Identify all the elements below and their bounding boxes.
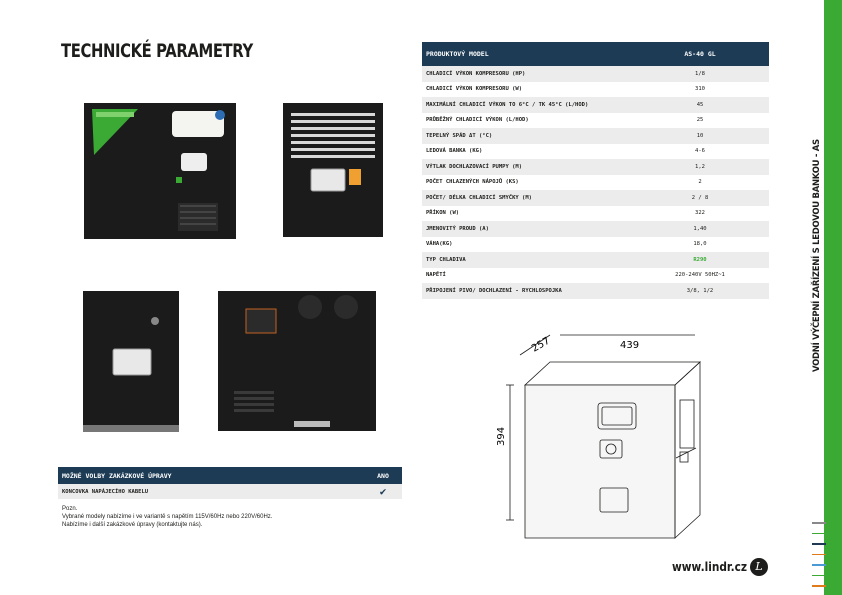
dimension-height: 394	[496, 426, 507, 446]
spec-value: 18,0	[693, 241, 707, 248]
spec-value: 220-240V 50HZ~1	[675, 272, 725, 279]
options-row-label: KONCOVKA NAPÁJECÍHO KABELU	[62, 488, 149, 495]
spec-label: VÝTLAK DOCHLAZOVACÍ PUMPY (M)	[426, 163, 523, 170]
custom-options-table	[58, 467, 402, 499]
spec-value: 1/8	[695, 70, 705, 77]
spec-value: 10	[696, 132, 704, 139]
accent-line	[812, 554, 826, 556]
spec-row	[422, 268, 769, 284]
spec-table-header	[422, 42, 769, 66]
product-photo-rear	[218, 291, 376, 431]
spec-label: JMENOVITÝ PROUD (A)	[426, 225, 489, 232]
accent-line	[812, 522, 826, 524]
accent-line	[812, 585, 826, 587]
spec-value: 45	[696, 101, 704, 108]
spec-value: 1,40	[693, 225, 707, 232]
spec-row	[422, 128, 769, 144]
spec-label: POČET CHLAZENÝCH NÁPOJŮ (KS)	[426, 179, 519, 186]
website-link[interactable]: www.lindr.cz	[672, 560, 748, 574]
spec-header-label: PRODUKTOVÝ MODEL	[426, 50, 489, 58]
spec-row	[422, 252, 769, 268]
spec-row	[422, 113, 769, 129]
spec-row	[422, 175, 769, 191]
options-header-label: MOŽNÉ VOLBY ZAKÁZKOVÉ ÚPRAVY	[62, 471, 172, 480]
note	[62, 505, 272, 529]
dimension-width: 439	[620, 340, 640, 351]
spec-label: POČET/ DÉLKA CHLADICÍ SMYČKY (M)	[426, 194, 532, 201]
spec-label: PŘÍKON (W)	[426, 210, 460, 217]
spec-label: PRŮBĚŽNÝ CHLADICÍ VÝKON (L/HOD)	[426, 117, 529, 124]
spec-label: LEDOVÁ BANKA (KG)	[426, 148, 483, 155]
spec-value: 2	[698, 179, 702, 186]
note-line-1: Vybrané modely nabízíme i ve variantě s napětím 115V/60Hz nebo 220V/60Hz.	[62, 514, 273, 520]
spec-value: 2 / 8	[691, 194, 709, 201]
spec-value: 4-6	[695, 148, 705, 155]
dimension-drawing	[490, 330, 730, 550]
side-title: VODNÍ VÝČEPNÍ ZAŘÍZENÍ S LEDOVOU BANKOU - AS	[812, 139, 822, 372]
spec-value: 310	[695, 86, 705, 93]
spec-value: 322	[695, 210, 705, 217]
spec-row	[422, 237, 769, 253]
note-line-2: Nabízíme i další zakázkové úpravy (kontaktujte nás).	[62, 522, 203, 528]
accent-line	[812, 533, 826, 535]
spec-value: 1,2	[695, 163, 705, 170]
options-header	[58, 467, 402, 484]
spec-value: R290	[693, 256, 707, 263]
options-header-value: ANO	[377, 471, 389, 480]
spec-label: PŘIPOJENÍ PIVO/ DOCHLAZENÍ - RYCHLOSPOJKA	[426, 287, 562, 294]
spec-row	[422, 97, 769, 113]
accent-line	[812, 575, 826, 577]
spec-row	[422, 144, 769, 160]
checkmark-icon: ✔	[379, 485, 387, 498]
spec-row	[422, 159, 769, 175]
spec-row	[422, 206, 769, 222]
spec-row	[422, 82, 769, 98]
product-photo-side	[83, 291, 179, 432]
spec-row	[422, 283, 769, 299]
spec-row	[422, 66, 769, 82]
color-lines	[812, 522, 826, 595]
lindr-logo-icon: L	[750, 558, 768, 576]
spec-label: MAXIMÁLNÍ CHLADICÍ VÝKON TO 6°C / TK 45°C (L/HOD)	[426, 101, 589, 108]
options-row	[58, 484, 402, 499]
spec-row	[422, 221, 769, 237]
spec-row	[422, 190, 769, 206]
accent-line	[812, 564, 826, 566]
spec-label: NAPĚTÍ	[426, 272, 446, 279]
product-photo-front	[84, 103, 236, 239]
accent-line	[812, 543, 826, 545]
spec-value: 3/8, 1/2	[686, 287, 714, 294]
spec-label: VÁHA(KG)	[426, 241, 453, 248]
note-title: Pozn.	[62, 506, 78, 512]
spec-label: TEPELNÝ SPÁD ΔT (°C)	[426, 132, 493, 139]
page-title: TECHNICKÉ PARAMETRY	[61, 40, 253, 62]
green-edge-strip	[824, 0, 842, 595]
product-photo-back	[283, 103, 383, 237]
spec-label: CHLADICÍ VÝKON KOMPRESORU (W)	[426, 86, 523, 93]
spec-label: CHLADICÍ VÝKON KOMPRESORU (HP)	[426, 70, 526, 77]
spec-header-model: AS-40 GL	[684, 50, 716, 58]
spec-label: TYP CHLADIVA	[426, 256, 466, 263]
spec-table	[422, 42, 769, 299]
spec-value: 25	[696, 117, 704, 124]
dimension-depth: 257	[530, 335, 553, 355]
